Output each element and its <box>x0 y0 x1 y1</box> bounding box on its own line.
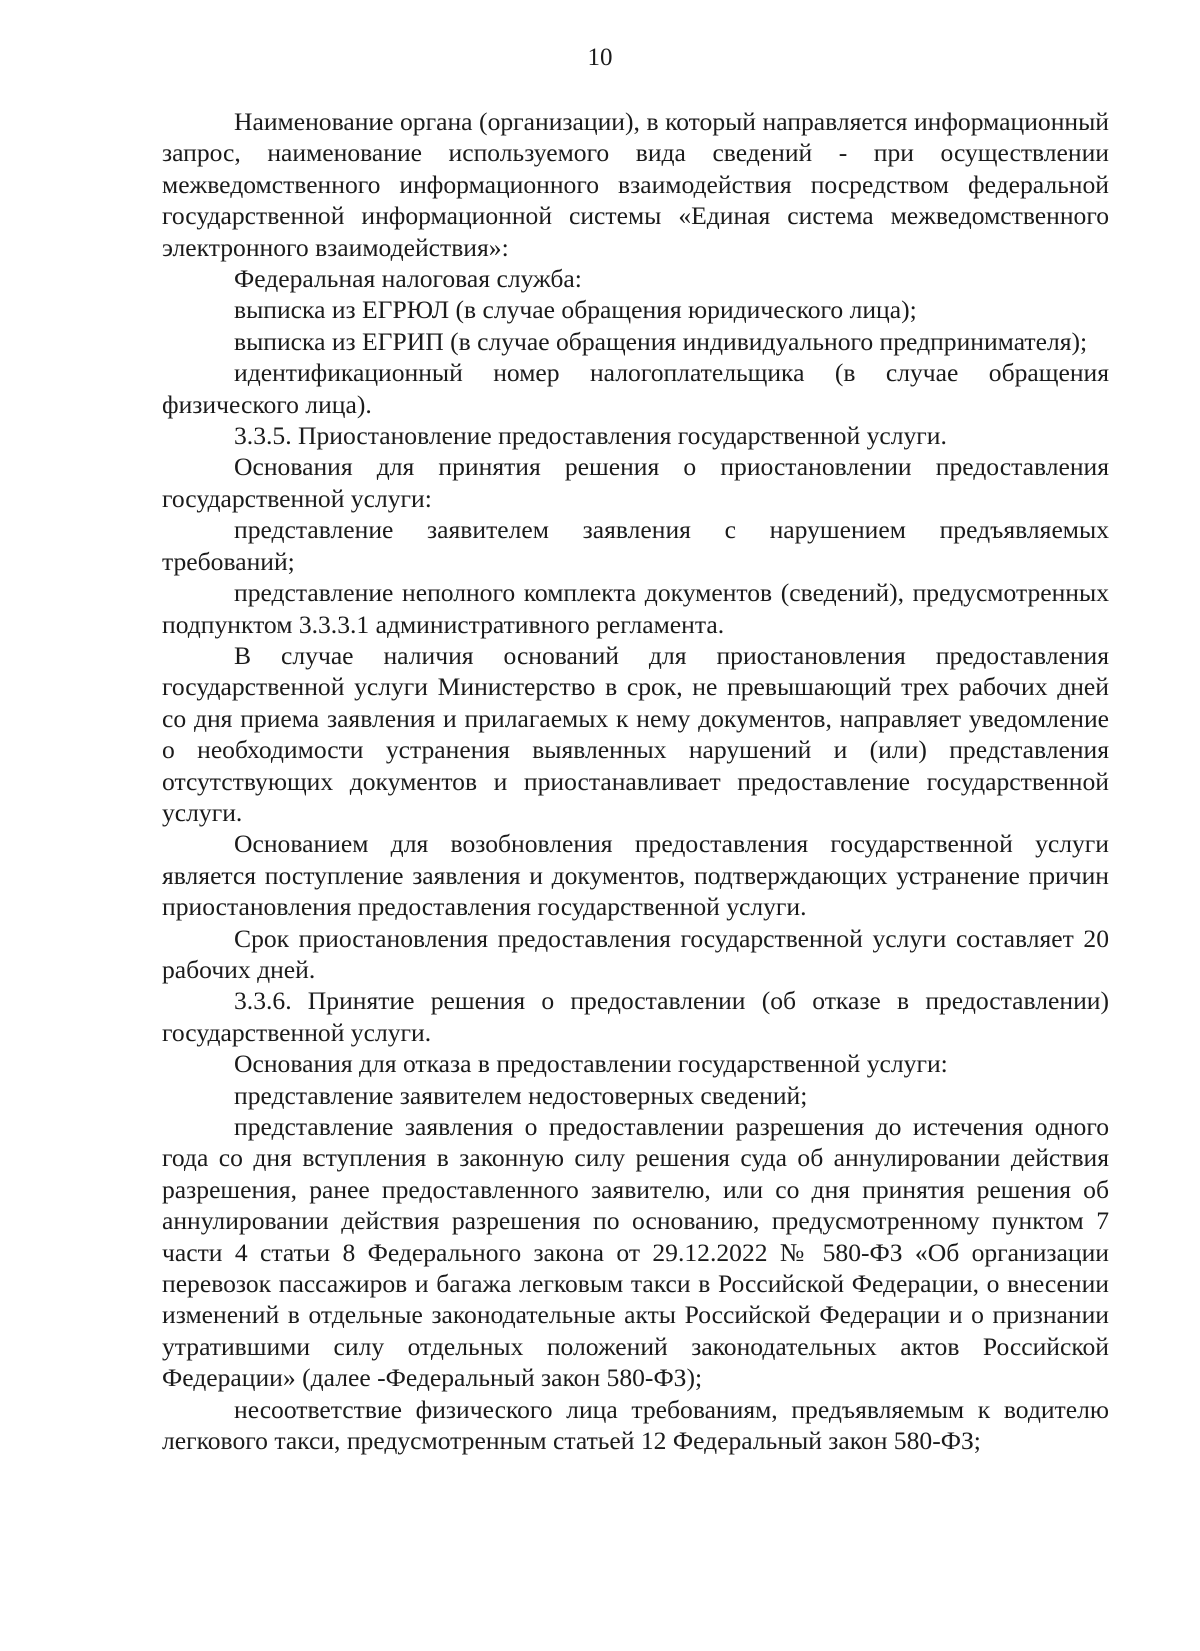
paragraph-egrul: выписка из ЕГРЮЛ (в случае обращения юридического лица); <box>234 295 917 325</box>
paragraph-inn: идентификационный номер налогоплательщика (в случае обращения физического лица). <box>162 358 1109 419</box>
paragraph-false-info: представление заявителем недостоверных сведений; <box>234 1080 808 1110</box>
paragraph-request-intro: Наименование органа (организации), в который направляется информационный запрос, наименование используемого вида сведений - при осуществлении межведомственного информационного взаимодействия посредством федеральной государственной информационной системы «Единая система межведомственного электронного взаимодействия»: <box>162 107 1109 262</box>
paragraph-refusal-grounds: Основания для отказа в предоставлении государственной услуги: <box>234 1049 948 1079</box>
paragraph-suspension-grounds: Основания для принятия решения о приостановлении предоставления государственной услуги: <box>162 452 1109 513</box>
section-heading-3-3-6: 3.3.6. Принятие решения о предоставлении (об отказе в предоставлении) государственной услуги. <box>162 986 1109 1047</box>
paragraph-suspension-term: Срок приостановления предоставления государственной услуги составляет 20 рабочих дней. <box>162 923 1109 984</box>
paragraph-egrip: выписка из ЕГРИП (в случае обращения индивидуального предпринимателя); <box>234 326 1088 356</box>
paragraph-incomplete-docs: представление неполного комплекта документов (сведений), предусмотренных подпунктом 3.3.3.1 административного регламента. <box>162 578 1109 639</box>
paragraph-resumption: Основанием для возобновления предоставления государственной услуги является поступление заявления и документов, подтверждающих устранение причин приостановления предоставления государственной услуги. <box>162 829 1109 922</box>
section-heading-3-3-5: 3.3.5. Приостановление предоставления государственной услуги. <box>234 421 947 451</box>
paragraph-tax-service: Федеральная налоговая служба: <box>234 264 582 294</box>
page-number: 10 <box>587 44 613 71</box>
paragraph-driver-requirements: несоответствие физического лица требованиям, предъявляемым к водителю легкового такси, предусмотренным статьей 12 Федеральный закон 580-ФЗ; <box>162 1394 1109 1456</box>
paragraph-violation: представление заявителем заявления с нарушением предъявляемых требований; <box>162 515 1109 576</box>
paragraph-suspension-procedure: В случае наличия оснований для приостановления предоставления государственной услуги Министерство в срок, не превышающий трех рабочих дней со дня приема заявления и прилагаемых к нему документов, направляет уведомление о необходимости устранения выявленных нарушений и (или) представления отсутствующих документов и приостанавливает предоставление государственной услуги. <box>162 640 1109 827</box>
paragraph-premature-application: представление заявления о предоставлении разрешения до истечения одного года со дня вступления в законную силу решения суда об аннулировании действия разрешения, ранее предоставленного заявителю, или со дня принятия решения об аннулировании действия разрешения по основанию, предусмотренному пунктом 7 части 4 статьи 8 Федерального закона от 29.12.2022 № 580-ФЗ «Об организации перевозок пассажиров и багажа легковым такси в Российской Федерации, о внесении изменений в отдельные законодательные акты Российской Федерации и о признании утратившими силу отдельных положений законодательных актов Российской Федерации» (далее -Федеральный закон 580-ФЗ); <box>162 1112 1109 1393</box>
document-body <box>162 106 1109 1456</box>
